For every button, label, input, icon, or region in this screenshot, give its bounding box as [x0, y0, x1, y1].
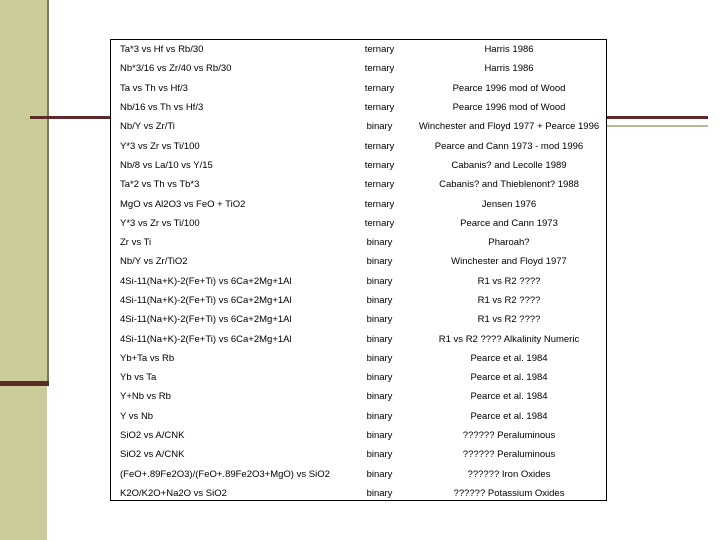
- table-row: [111, 175, 606, 194]
- type-cell: binary: [366, 352, 393, 364]
- type-cell: binary: [366, 275, 393, 287]
- diagram-cell: Y vs Nb: [120, 410, 154, 422]
- left-band-border: [47, 0, 49, 386]
- table-row: [111, 329, 606, 348]
- table-row: [111, 252, 606, 271]
- diagram-cell: Nb/16 vs Th vs Hf/3: [120, 102, 204, 114]
- table-row: [111, 214, 606, 233]
- diagram-cell: Nb*3/16 vs Zr/40 vs Rb/30: [120, 63, 232, 75]
- type-cell: ternary: [364, 159, 395, 171]
- reference-cell: Pearce et al. 1984: [470, 410, 548, 422]
- table-row: [111, 407, 606, 426]
- reference-cell: Winchester and Floyd 1977 + Pearce 1996: [418, 121, 600, 133]
- reference-cell: R1 vs R2 ???? Alkalinity Numeric: [438, 333, 580, 345]
- type-cell: ternary: [364, 63, 395, 75]
- table-row: [111, 194, 606, 213]
- title-rule-left: [30, 116, 112, 119]
- table-row: [111, 484, 606, 503]
- type-cell: binary: [366, 410, 393, 422]
- diagram-cell: 4Si-11(Na+K)-2(Fe+Ti) vs 6Ca+2Mg+1Al: [120, 295, 292, 306]
- table-row: [111, 368, 606, 387]
- table-row: [111, 233, 606, 252]
- reference-cell: Pharoah?: [488, 237, 530, 249]
- reference-cell: ?????? Peraluminous: [462, 449, 556, 461]
- reference-cell: Pearce et al. 1984: [470, 391, 548, 403]
- diagram-cell: 4Si-11(Na+K)-2(Fe+Ti) vs 6Ca+2Mg+1Al: [120, 275, 292, 287]
- table-row: [111, 156, 606, 175]
- diagram-cell: Nb/8 vs La/10 vs Y/15: [120, 159, 213, 171]
- reference-cell: Cabanis? and Lecolle 1989: [451, 159, 567, 171]
- title-rule-right-light: [607, 125, 708, 127]
- type-cell: ternary: [364, 102, 395, 114]
- reference-cell: Cabanis? and Thieblenont? 1988: [439, 179, 579, 191]
- diagram-cell: 4Si-11(Na+K)-2(Fe+Ti) vs 6Ca+2Mg+1Al: [120, 333, 292, 345]
- reference-cell: Pearce et al. 1984: [470, 352, 548, 364]
- diagram-cell: MgO vs Al2O3 vs FeO + TiO2: [120, 198, 246, 210]
- type-cell: ternary: [364, 44, 395, 56]
- reference-cell: Harris 1986: [484, 63, 534, 75]
- table-row: [111, 98, 606, 117]
- diagram-table: [110, 39, 607, 501]
- type-cell: binary: [366, 449, 393, 461]
- type-cell: binary: [366, 333, 393, 345]
- diagram-cell: 4Si-11(Na+K)-2(Fe+Ti) vs 6Ca+2Mg+1Al: [120, 314, 292, 326]
- diagram-cell: Yb+Ta vs Rb: [120, 352, 175, 364]
- diagram-table-grid: [111, 40, 606, 503]
- type-cell: binary: [366, 468, 393, 480]
- diagram-cell: Ta*2 vs Th vs Tb*3: [120, 179, 200, 191]
- type-cell: binary: [366, 487, 393, 499]
- diagram-cell: K2O/K2O+Na2O vs SiO2: [120, 487, 227, 499]
- reference-cell: Pearce and Cann 1973: [460, 217, 558, 229]
- reference-cell: R1 vs R2 ????: [477, 295, 541, 306]
- reference-cell: Pearce et al. 1984: [470, 372, 548, 384]
- title-rule-right: [607, 116, 708, 119]
- left-band-accent-bar: [0, 381, 49, 386]
- reference-cell: ?????? Iron Oxides: [467, 468, 551, 480]
- type-cell: binary: [366, 391, 393, 403]
- type-cell: ternary: [364, 198, 395, 210]
- type-cell: ternary: [364, 140, 395, 152]
- table-row: [111, 465, 606, 484]
- diagram-cell: SiO2 vs A/CNK: [120, 430, 185, 442]
- left-decorative-band: [0, 0, 47, 540]
- type-cell: binary: [366, 121, 393, 133]
- table-row: [111, 349, 606, 368]
- diagram-cell: Y+Nb vs Rb: [120, 391, 171, 403]
- diagram-cell: Ta vs Th vs Hf/3: [120, 82, 188, 94]
- reference-cell: Pearce 1996 mod of Wood: [452, 82, 566, 94]
- reference-cell: Pearce and Cann 1973 - mod 1996: [434, 140, 584, 152]
- table-row: [111, 272, 606, 291]
- diagram-cell: Yb vs Ta: [120, 372, 157, 384]
- type-cell: binary: [366, 372, 393, 384]
- reference-cell: Winchester and Floyd 1977: [451, 256, 567, 268]
- diagram-cell: (FeO+.89Fe2O3)/(FeO+.89Fe2O3+MgO) vs SiO2: [120, 468, 330, 480]
- diagram-cell: Y*3 vs Zr vs Ti/100: [120, 140, 200, 152]
- table-row: [111, 291, 606, 310]
- table-row: [111, 426, 606, 445]
- type-cell: binary: [366, 430, 393, 442]
- table-row: [111, 310, 606, 329]
- table-row: [111, 136, 606, 155]
- type-cell: ternary: [364, 179, 395, 191]
- reference-cell: Pearce 1996 mod of Wood: [452, 102, 566, 114]
- diagram-cell: Zr vs Ti: [120, 237, 152, 249]
- reference-cell: Jensen 1976: [481, 198, 537, 210]
- reference-cell: ?????? Potassium Oxides: [453, 487, 565, 499]
- reference-cell: Harris 1986: [484, 44, 534, 56]
- reference-cell: R1 vs R2 ????: [477, 275, 541, 287]
- table-row: [111, 445, 606, 464]
- diagram-cell: Y*3 vs Zr vs Ti/100: [120, 217, 200, 229]
- type-cell: ternary: [364, 217, 395, 229]
- type-cell: binary: [366, 314, 393, 326]
- type-cell: binary: [366, 237, 393, 249]
- reference-cell: R1 vs R2 ????: [477, 314, 541, 326]
- diagram-cell: SiO2 vs A/CNK: [120, 449, 185, 461]
- table-row: [111, 40, 606, 59]
- diagram-cell: Nb/Y vs Zr/Ti: [120, 121, 175, 133]
- type-cell: ternary: [364, 82, 395, 94]
- type-cell: binary: [366, 295, 393, 306]
- table-body: [111, 40, 606, 503]
- diagram-cell: Ta*3 vs Hf vs Rb/30: [120, 44, 204, 56]
- table-row: [111, 79, 606, 98]
- diagram-cell: Nb/Y vs Zr/TiO2: [120, 256, 188, 268]
- table-row: [111, 59, 606, 78]
- table-row: [111, 117, 606, 136]
- reference-cell: ?????? Peraluminous: [462, 430, 556, 442]
- table-row: [111, 387, 606, 406]
- type-cell: binary: [366, 256, 393, 268]
